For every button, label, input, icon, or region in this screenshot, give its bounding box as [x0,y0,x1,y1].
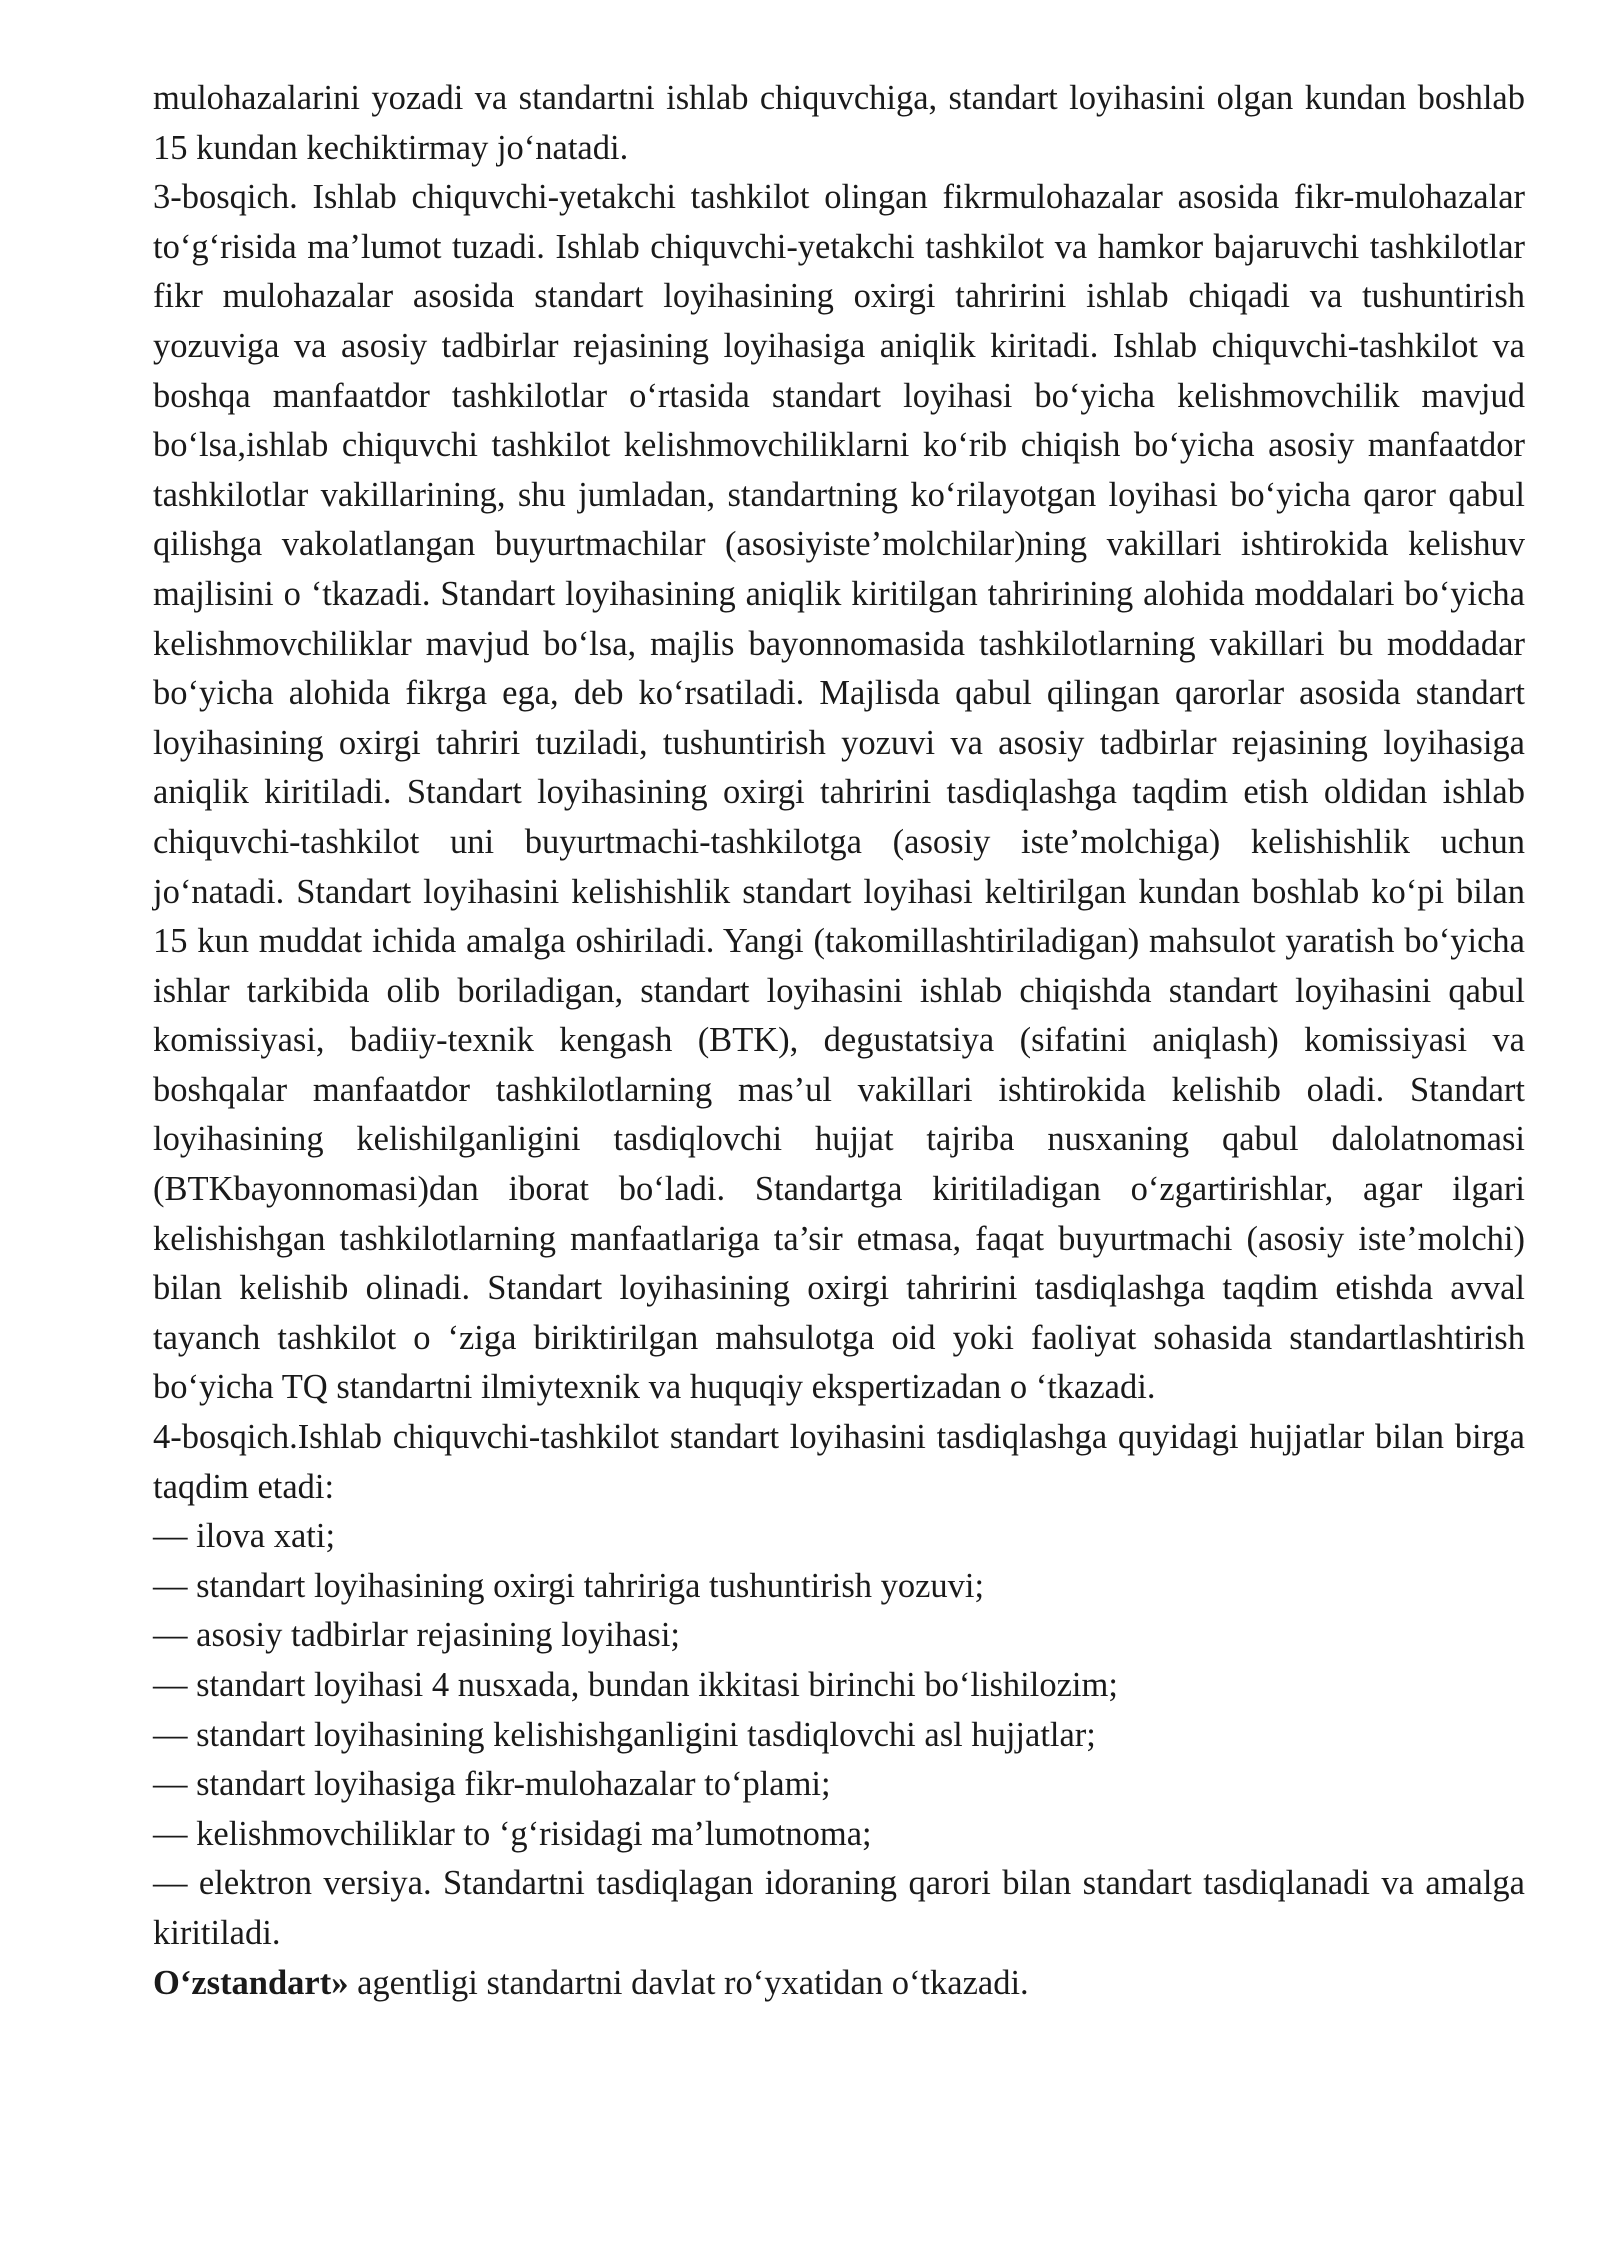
list-item: — standart loyihasining kelishishganligini tasdiqlovchi asl hujjatlar; [153,1715,1096,1754]
paragraph-intro: mulohazalarini yozadi va standartni ishlab chiquvchiga, standart loyihasini olgan kundan boshlab 15 kundan kechiktirmay jo‘natadi. [153,79,1525,167]
list-item: — elektron versiya. Standartni tasdiqlagan idoraning qarori bilan standart tasdiqlanadi va amalga kiritiladi. [153,1864,1525,1952]
list-item: — standart loyihasining oxirgi tahririga tushuntirish yozuvi; [153,1566,985,1605]
required-documents-list [153,1512,1525,1958]
list-item: — ilova xati; [153,1517,336,1556]
final-sentence-text: agentligi standartni davlat ro‘yxatidan o‘tkazadi. [348,1963,1029,2002]
list-item: — kelishmovchiliklar to ‘g‘risidagi ma’lumotnoma; [153,1814,872,1853]
document-page [153,74,1525,2008]
paragraph-stage-4: 4-bosqich.Ishlab chiquvchi-tashkilot standart loyihasini tasdiqlashga quyidagi hujjatlar bilan birga taqdim etadi: [153,1418,1525,1506]
list-item: — standart loyihasiga fikr-mulohazalar to‘plami; [153,1765,831,1804]
final-sentence [153,1959,1525,2009]
agency-name: O‘zstandart» [153,1963,349,2002]
list-item: — asosiy tadbirlar rejasining loyihasi; [153,1616,680,1655]
paragraph-stage-3: 3-bosqich. Ishlab chiquvchi-yetakchi tashkilot olingan fikrmulohazalar asosida fikr-mulohazalar to‘g‘risida ma’lumot tuzadi. Ishlab chiquvchi-yetakchi tashkilot va hamkor bajaruvchi tashkilotlar fikr mulohazalar asosida standart loyihasining oxirgi tahririni ishlab chiqadi va tushuntirish yozuviga va asosiy tadbirlar rejasining loyihasiga aniqlik kiritadi. Ishlab chiquvchi-tashkilot va boshqa manfaatdor tashkilotlar o‘rtasida standart loyihasi bo‘yicha kelishmovchilik mavjud bo‘lsa,ishlab chiquvchi tashkilot kelishmovchiliklarni ko‘rib chiqish bo‘yicha asosiy manfaatdor tashkilotlar vakillarining, shu jumladan, standartning ko‘rilayotgan loyihasi bo‘yicha qaror qabul qilishga vakolatlangan buyurtmachilar (asosiyiste’molchilar)ning vakillari ishtirokida kelishuv majlisini o ‘tkazadi. Standart loyihasining aniqlik kiritilgan tahririning alohida moddalari bo‘yicha kelishmovchiliklar mavjud bo‘lsa, majlis bayonnomasida tashkilotlarning vakillari bu moddadar bo‘yicha alohida fikrga ega, deb ko‘rsatiladi. Majlisda qabul qilingan qarorlar asosida standart loyihasining oxirgi tahriri tuziladi, tushuntirish yozuvi va asosiy tadbirlar rejasining loyihasiga aniqlik kiritiladi. Standart loyihasining oxirgi tahririni tasdiqlashga taqdim etish oldidan ishlab chiquvchi-tashkilot uni buyurtmachi-tashkilotga (asosiy iste’molchiga) kelishishlik uchun jo‘natadi. Standart loyihasini kelishishlik standart loyihasi keltirilgan kundan boshlab ko‘pi bilan 15 kun muddat ichida amalga oshiriladi. Yangi (takomillashtiriladigan) mahsulot yaratish bo‘yicha ishlar tarkibida olib boriladigan, standart loyihasini ishlab chiqishda standart loyihasini qabul komissiyasi, badiiy-texnik kengash (BTK), degustatsiya (sifatini aniqlash) komissiyasi va boshqalar manfaatdor tashkilotlarning mas’ul vakillari ishtirokida kelishib oladi. Standart loyihasining kelishilganligini tasdiqlovchi hujjat tajriba nusxaning qabul dalolatnomasi (BTKbayonnomasi)dan iborat bo‘ladi. Standartga kiritiladigan o‘zgartirishlar, agar ilgari kelishishgan tashkilotlarning manfaatlariga ta’sir etmasa, faqat buyurtmachi (asosiy iste’molchi) bilan kelishib olinadi. Standart loyihasining oxirgi tahririni tasdiqlashga taqdim etishda avval tayanch tashkilot o ‘ziga biriktirilgan mahsulotga oid yoki faoliyat sohasida standartlashtirish bo‘yicha TQ standartni ilmiytexnik va huquqiy ekspertizadan o ‘tkazadi. [153,178,1525,1407]
list-item: — standart loyihasi 4 nusxada, bundan ikkitasi birinchi bo‘lishilozim; [153,1666,1118,1704]
